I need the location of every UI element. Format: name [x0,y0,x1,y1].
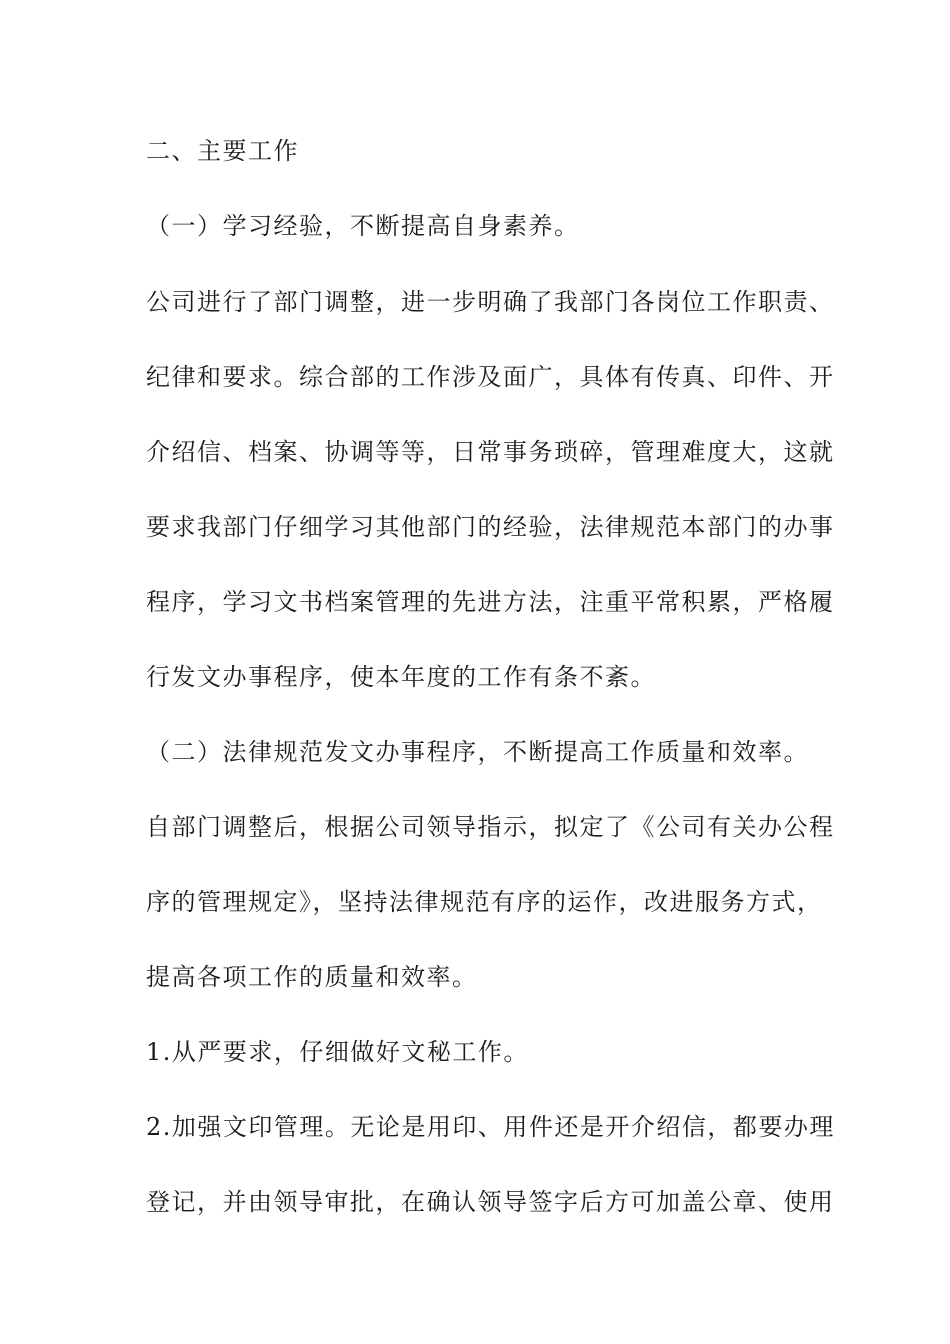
section-heading: 二、主要工作 [146,137,299,165]
paragraph-line: 纪律和要求。综合部的工作涉及面广，具体有传真、印件、开 [146,363,835,391]
paragraph-line: 序的管理规定》，坚持法律规范有序的运作，改进服务方式， [146,888,823,916]
paragraph-line: 行发文办事程序，使本年度的工作有条不紊。 [146,663,656,691]
numbered-item-1: 1.从严要求，仔细做好文秘工作。 [146,1038,529,1066]
paragraph-line: 公司进行了部门调整，进一步明确了我部门各岗位工作职责、 [146,288,835,316]
paragraph-line: 介绍信、档案、协调等等，日常事务琐碎，管理难度大，这就 [146,438,835,466]
paragraph-line: 要求我部门仔细学习其他部门的经验，法律规范本部门的办事 [146,513,835,541]
paragraph-line: 提高各项工作的质量和效率。 [146,963,478,991]
numbered-item-2: 2.加强文印管理。无论是用印、用件还是开介绍信，都要办理 [146,1113,835,1141]
subsection-heading-1: （一）学习经验，不断提高自身素养。 [146,212,580,240]
paragraph-line: 登记，并由领导审批，在确认领导签字后方可加盖公章、使用 [146,1188,835,1216]
paragraph-line: 自部门调整后，根据公司领导指示，拟定了《公司有关办公程 [146,813,835,841]
subsection-heading-2: （二）法律规范发文办事程序，不断提高工作质量和效率。 [146,738,809,766]
paragraph-line: 程序，学习文书档案管理的先进方法，注重平常积累，严格履 [146,588,835,616]
